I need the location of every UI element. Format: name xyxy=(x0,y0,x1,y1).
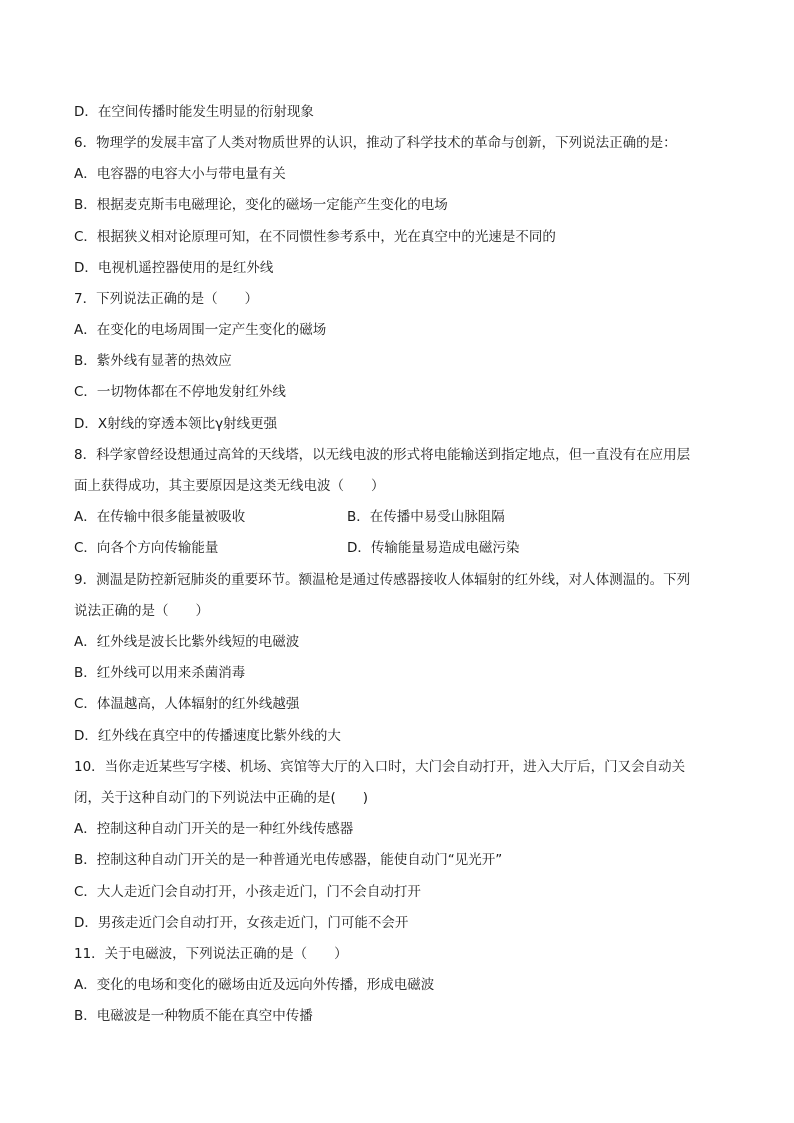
q5-option-d: D．在空间传播时能发生明显的衍射现象 xyxy=(74,104,314,120)
q6-option-a: A．电容器的电容大小与带电量有关 xyxy=(74,166,286,182)
q9-stem-line1: 9．测温是防控新冠肺炎的重要环节。额温枪是通过传感器接收人体辐射的红外线，对人体测温的。下列 xyxy=(74,572,691,588)
q6-option-c: C．根据狭义相对论原理可知，在不同惯性参考系中，光在真空中的光速是不同的 xyxy=(74,229,556,245)
q8-option-b: B．在传播中易受山脉阻隔 xyxy=(347,509,505,525)
q7-stem: 7．下列说法正确的是（ ） xyxy=(74,291,259,307)
q9-stem-line2: 说法正确的是（ ） xyxy=(74,603,209,619)
q6-option-d: D．电视机遥控器使用的是红外线 xyxy=(74,260,274,276)
q6-stem: 6．物理学的发展丰富了人类对物质世界的认识，推动了科学技术的革命与创新，下列说法正确的是： xyxy=(74,135,677,151)
q10-option-a: A．控制这种自动门开关的是一种红外线传感器 xyxy=(74,821,354,837)
q9-option-c: C．体温越高，人体辐射的红外线越强 xyxy=(74,696,300,712)
q9-option-a: A．红外线是波长比紫外线短的电磁波 xyxy=(74,634,300,650)
q7-option-d: D．X射线的穿透本领比γ射线更强 xyxy=(74,416,278,432)
q8-option-d: D．传输能量易造成电磁污染 xyxy=(347,540,520,556)
q11-stem: 11．关于电磁波，下列说法正确的是（ ） xyxy=(74,946,348,962)
q9-option-d: D．红外线在真空中的传播速度比紫外线的大 xyxy=(74,728,341,744)
q10-option-d: D．男孩走近门会自动打开，女孩走近门，门可能不会开 xyxy=(74,915,409,931)
q8-option-c: C．向各个方向传输能量 xyxy=(74,540,219,556)
q7-option-a: A．在变化的电场周围一定产生变化的磁场 xyxy=(74,322,327,338)
q10-stem-line2: 闭，关于这种自动门的下列说法中正确的是( ) xyxy=(74,790,369,806)
q8-stem-line2: 面上获得成功，其主要原因是这类无线电波（ ） xyxy=(74,478,385,494)
q10-option-b: B．控制这种自动门开关的是一种普通光电传感器，能使自动门“见光开” xyxy=(74,852,503,868)
q10-stem-line1: 10．当你走近某些写字楼、机场、宾馆等大厅的入口时，大门会自动打开，进入大厅后，门又会自动关 xyxy=(74,759,686,775)
q7-option-c: C．一切物体都在不停地发射红外线 xyxy=(74,384,286,400)
q9-option-b: B．红外线可以用来杀菌消毒 xyxy=(74,665,246,681)
q11-option-a: A．变化的电场和变化的磁场由近及远向外传播，形成电磁波 xyxy=(74,977,435,993)
q11-option-b: B．电磁波是一种物质不能在真空中传播 xyxy=(74,1008,313,1024)
q10-option-c: C．大人走近门会自动打开，小孩走近门，门不会自动打开 xyxy=(74,884,421,900)
q6-option-b: B．根据麦克斯韦电磁理论，变化的磁场一定能产生变化的电场 xyxy=(74,197,448,213)
q8-stem-line1: 8．科学家曾经设想通过高耸的天线塔，以无线电波的形式将电能输送到指定地点，但一直没有在应用层 xyxy=(74,447,691,463)
q8-option-a: A．在传输中很多能量被吸收 xyxy=(74,509,246,525)
q7-option-b: B．紫外线有显著的热效应 xyxy=(74,353,232,369)
